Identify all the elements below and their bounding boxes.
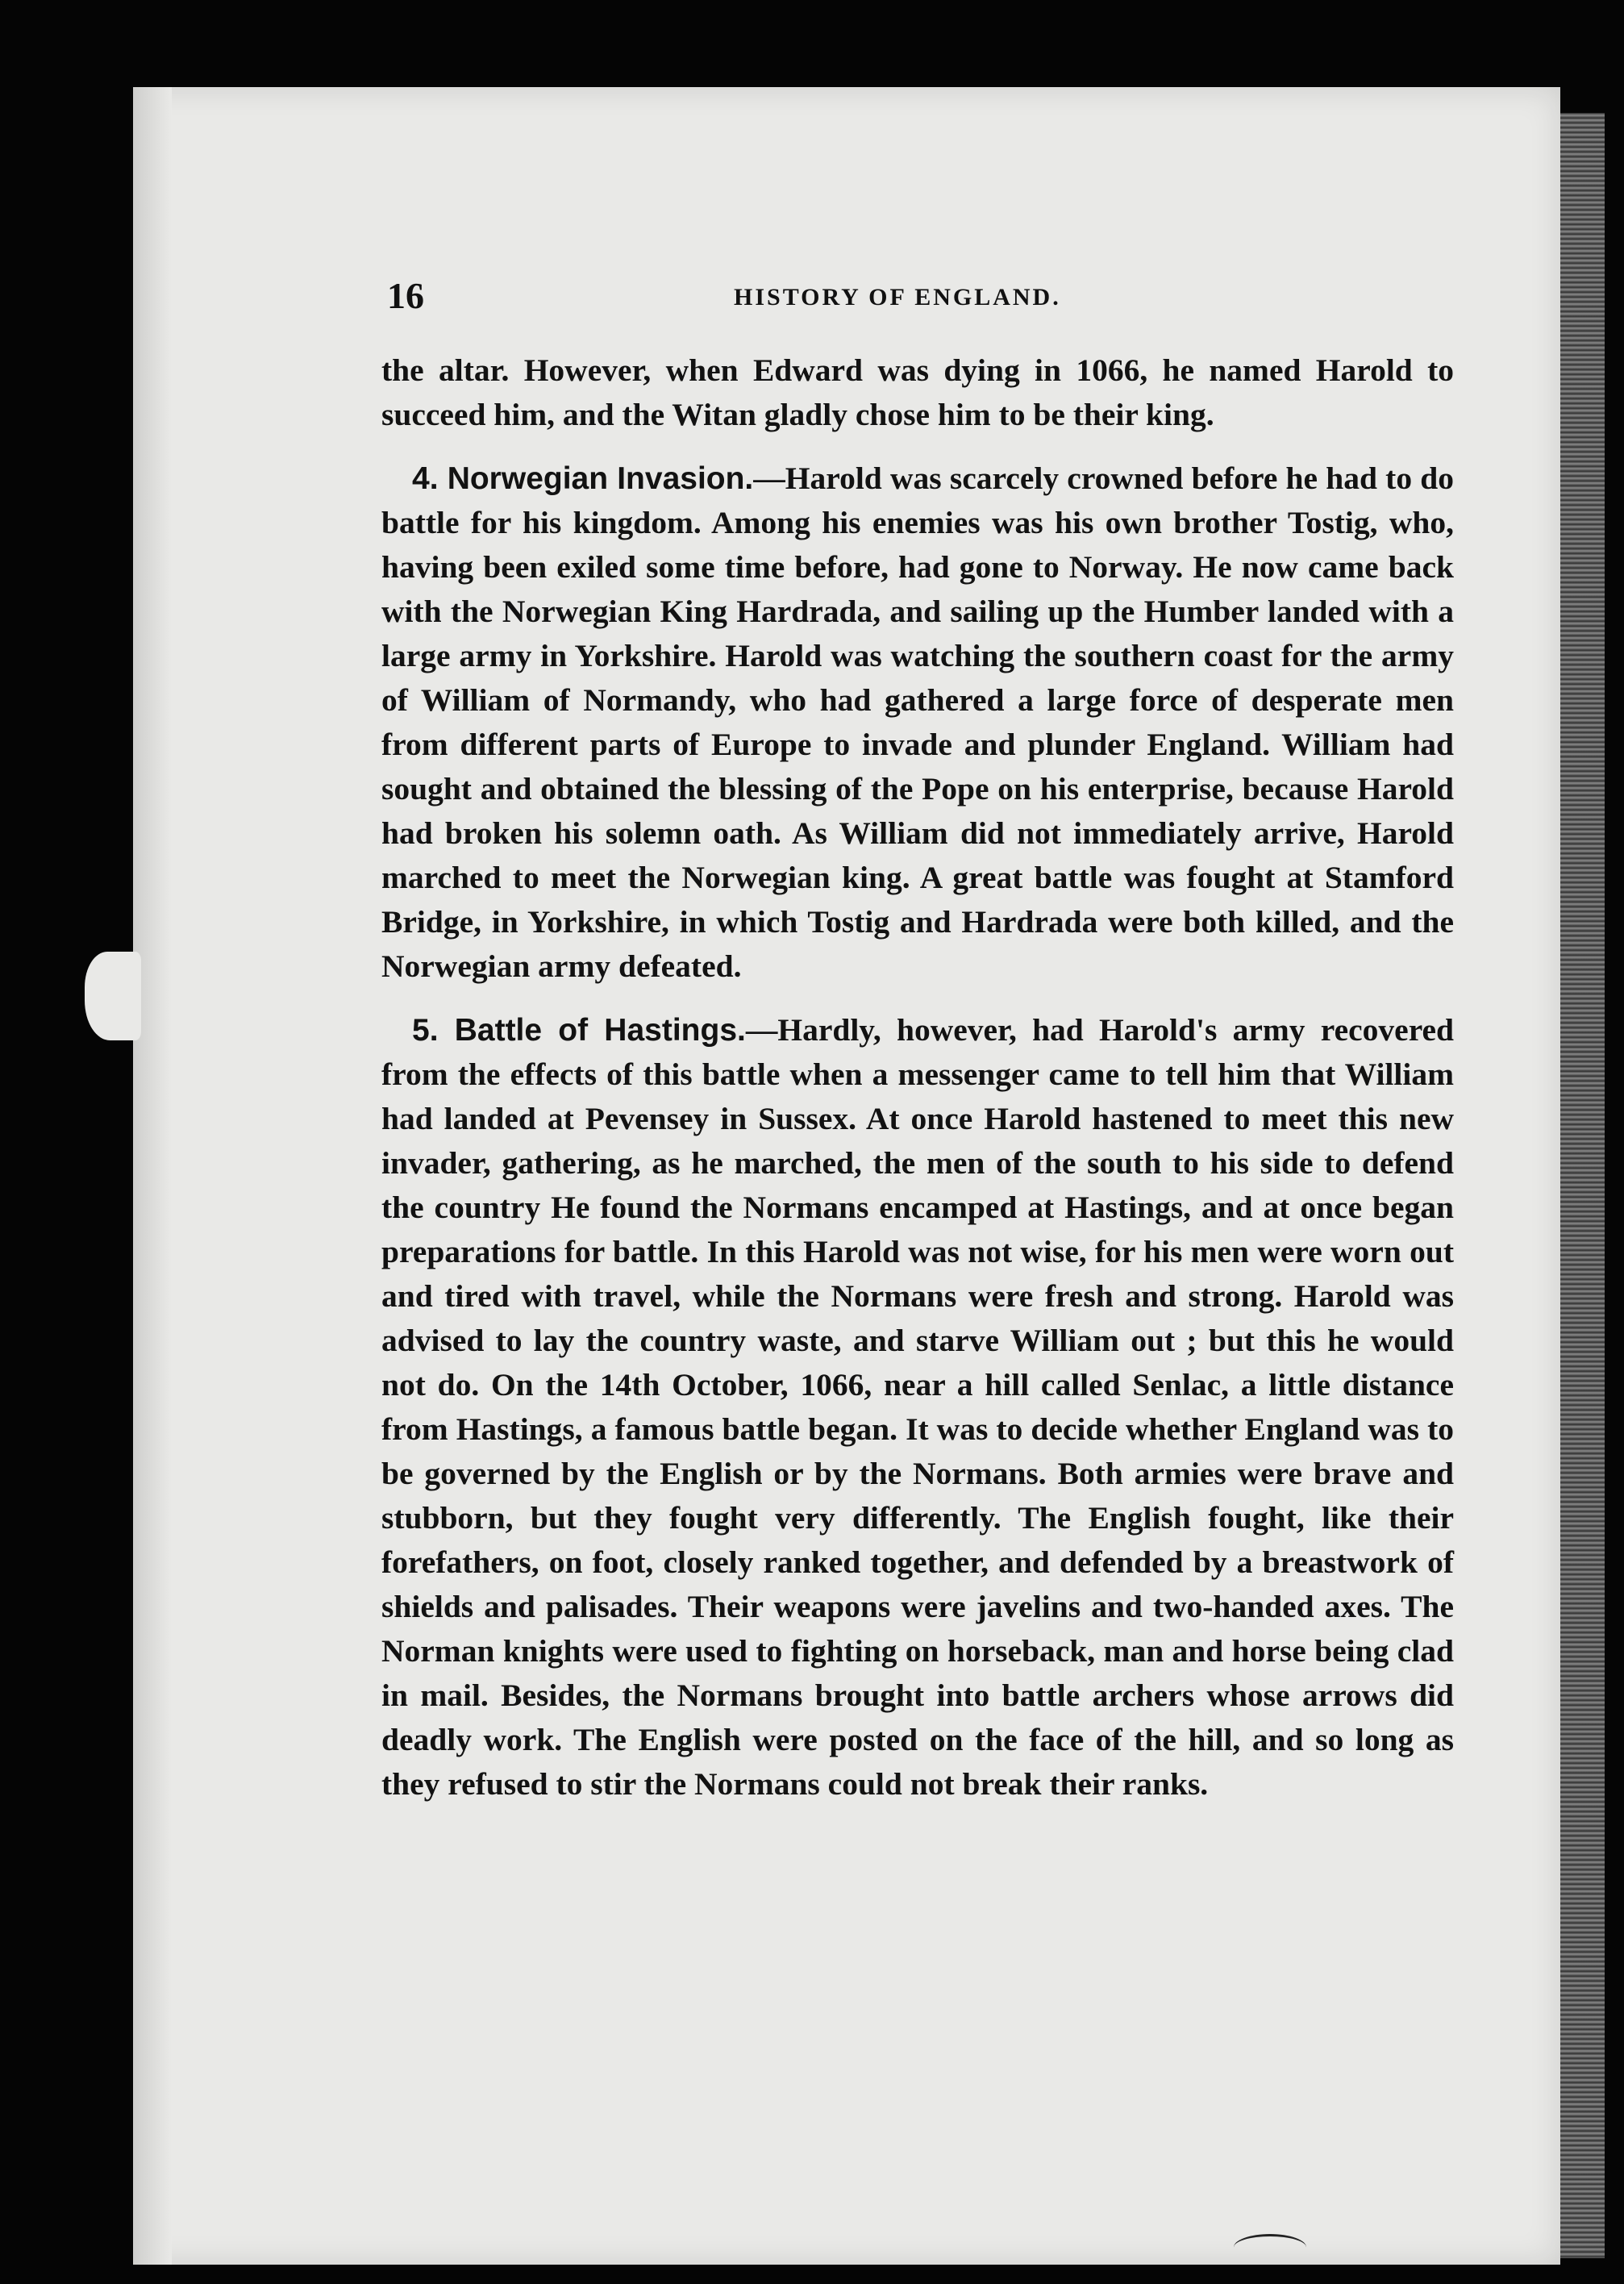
section-paragraph bbox=[381, 456, 1454, 989]
section-heading: 4. Norwegian Invasion. bbox=[412, 461, 754, 496]
section-paragraph bbox=[381, 1008, 1454, 1807]
page-stack-edge bbox=[1560, 113, 1605, 2258]
page-number: 16 bbox=[387, 275, 424, 316]
running-title: HISTORY OF ENGLAND. bbox=[734, 284, 1061, 311]
section-heading: 5. Battle of Hastings. bbox=[412, 1013, 746, 1048]
continuation-paragraph: the altar. However, when Edward was dying in 1066, he named Harold to succeed him, and the Witan gladly chose him to be their king. bbox=[381, 352, 1454, 432]
scan-artifact bbox=[1234, 2234, 1306, 2261]
page-header bbox=[387, 274, 1460, 323]
body-text bbox=[381, 348, 1454, 1807]
page-gutter-shadow bbox=[133, 87, 172, 2265]
page-tear bbox=[85, 952, 141, 1040]
section-text: —Harold was scarcely crowned before he had to do battle for his kingdom. Among his enemies was his own brother Tostig, who, having been exiled some time before, had gone to Norway. He now came back with the Norwegian King Hardrada, and sailing up the Humber landed with a large army in Yorkshire. Harold was watching the southern coast for the army of William of Normandy, who had gathered a large force of desperate men from different parts of Europe to invade and plunder England. William had sought and obtained the blessing of the Pope on his enterprise, because Harold had broken his solemn oath. As William did not immediately arrive, Harold marched to meet the Norwegian king. A great battle was fought at Stamford Bridge, in Yorkshire, in which Tostig and Hardrada were both killed, and the Norwegian army defeated. bbox=[381, 461, 1454, 984]
section-text: —Hardly, however, had Harold's army recovered from the effects of this battle when a messenger came to tell him that William had landed at Pevensey in Sussex. At once Harold hastened to meet this new invader, gathering, as he marched, the men of the south to his side to defend the country He found the Normans encamped at Hastings, and at once began preparations for battle. In this Harold was not wise, for his men were worn out and tired with travel, while the Normans were fresh and strong. Harold was advised to lay the country waste, and starve William out ; but this he would not do. On the 14th October, 1066, near a hill called Senlac, a little distance from Hastings, a famous battle began. It was to decide whether England was to be governed by the English or by the Normans. Both armies were brave and stubborn, but they fought very differently. The English fought, like their forefathers, on foot, closely ranked together, and defended by a breastwork of shields and palisades. Their weapons were javelins and two-handed axes. The Norman knights were used to fighting on horseback, man and horse being clad in mail. Besides, the Normans brought into battle archers whose arrows did deadly work. The English were posted on the face of the hill, and so long as they refused to stir the Normans could not break their ranks. bbox=[381, 1012, 1455, 1802]
